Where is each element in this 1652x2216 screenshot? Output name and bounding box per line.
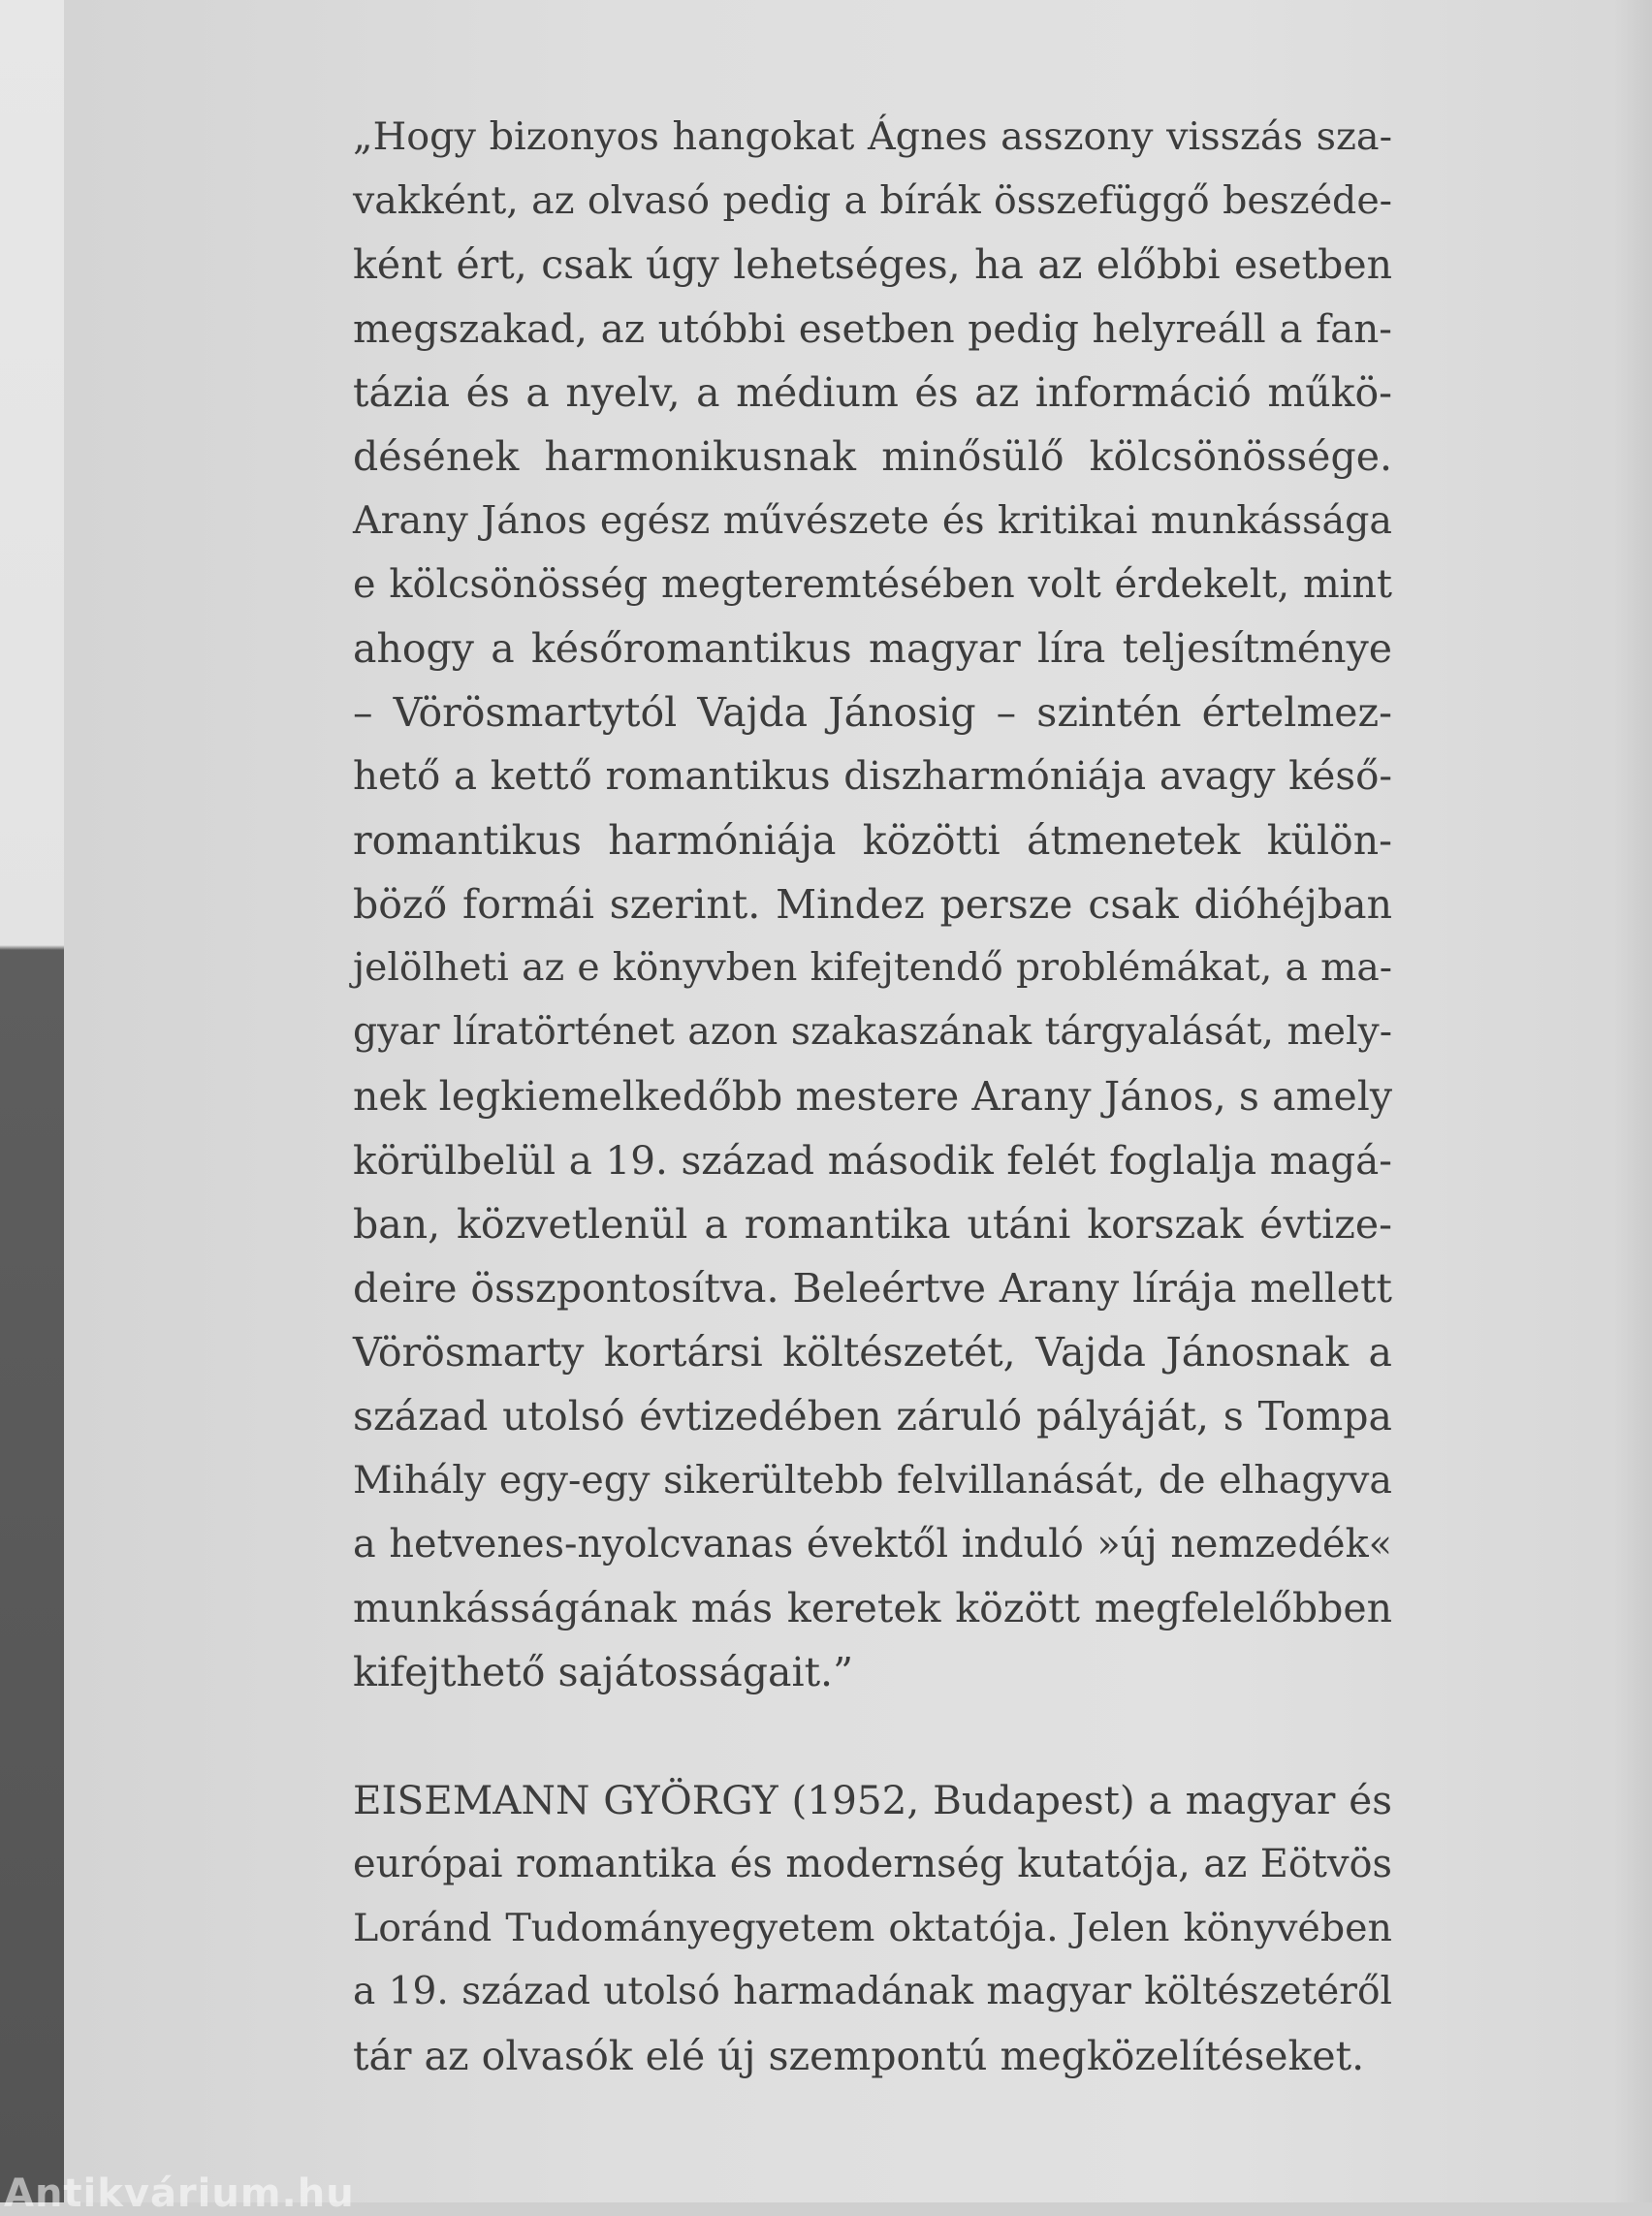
quote-line: böző formái szerint. Mindez persze csak dióhéjban	[353, 881, 1392, 928]
quote-line: nek legkiemelkedőbb mestere Arany János, s amely	[353, 1073, 1392, 1120]
quote-line: Vörösmarty kortársi költészetét, Vajda Jánosnak a	[353, 1329, 1392, 1376]
quote-line: ként ért, csak úgy lehetséges, ha az előbbi esetben	[353, 241, 1392, 288]
blurb-text-block	[353, 105, 1392, 2088]
left-binding-strip	[0, 0, 64, 2202]
quote-line: megszakad, az utóbbi esetben pedig helyreáll a fan-	[353, 305, 1392, 352]
quote-line: e kölcsönösség megteremtésében volt érdekelt, mint	[353, 562, 1392, 607]
quote-line: Mihály egy-egy sikerültebb felvillanását, de elhagyva	[353, 1458, 1392, 1503]
quote-line: kifejthető sajátosságait.”	[353, 1649, 854, 1695]
quote-line: – Vörösmartytól Vajda Jánosig – szintén értelmez-	[353, 689, 1392, 736]
bio-line: európai romantika és modernség kutatója, az Eötvös	[353, 1842, 1392, 1886]
quote-line: Arany János egész művészete és kritikai munkássága	[353, 498, 1392, 543]
quote-line: romantikus harmóniája közötti átmenetek külön-	[353, 817, 1392, 864]
quote-line: hető a kettő romantikus diszharmóniája avagy késő-	[353, 753, 1392, 799]
watermark: Antikvárium.hu	[4, 2171, 355, 2216]
quote-line: gyar líratörténet azon szakaszának tárgyalását, mely-	[353, 1010, 1392, 1054]
quote-line: tázia és a nyelv, a médium és az információ műkö-	[353, 369, 1392, 416]
quote-line: „Hogy bizonyos hangokat Ágnes asszony visszás sza-	[353, 114, 1392, 159]
paragraph-gap	[353, 1704, 1392, 1768]
quote-line: körülbelül a 19. század második felét foglalja magá-	[353, 1137, 1392, 1184]
author-bio-paragraph	[353, 1768, 1392, 2088]
bio-line: tár az olvasók elé új szempontú megközelítéseket.	[353, 2033, 1365, 2079]
quote-line: a hetvenes-nyolcvanas évektől induló »új nemzedék«	[353, 1522, 1392, 1567]
quote-line: jelölheti az e könyvben kifejtendő problémákat, a ma-	[353, 946, 1392, 990]
bio-line: EISEMANN GYÖRGY (1952, Budapest) a magyar és	[353, 1777, 1392, 1823]
quote-paragraph	[353, 105, 1392, 1704]
quote-line: désének harmonikusnak minősülő kölcsönössége.	[353, 433, 1392, 480]
quote-line: század utolsó évtizedében záruló pályáját, s Tompa	[353, 1393, 1392, 1440]
bio-line: Loránd Tudományegyetem oktatója. Jelen könyvében	[353, 1906, 1392, 1950]
quote-line: munkásságának más keretek között megfelelőbben	[353, 1585, 1392, 1631]
quote-line: ahogy a későromantikus magyar líra teljesítménye	[353, 625, 1392, 672]
bio-line: a 19. század utolsó harmadának magyar költészetéről	[353, 1970, 1392, 2013]
quote-line: ban, közvetlenül a romantika utáni korszak évtize-	[353, 1201, 1392, 1248]
page-edge-shadow	[1613, 0, 1652, 2202]
quote-line: deire összpontosítva. Beleértve Arany lírája mellett	[353, 1265, 1392, 1312]
quote-line: vakként, az olvasó pedig a bírák összefüggő beszéde-	[353, 178, 1392, 223]
